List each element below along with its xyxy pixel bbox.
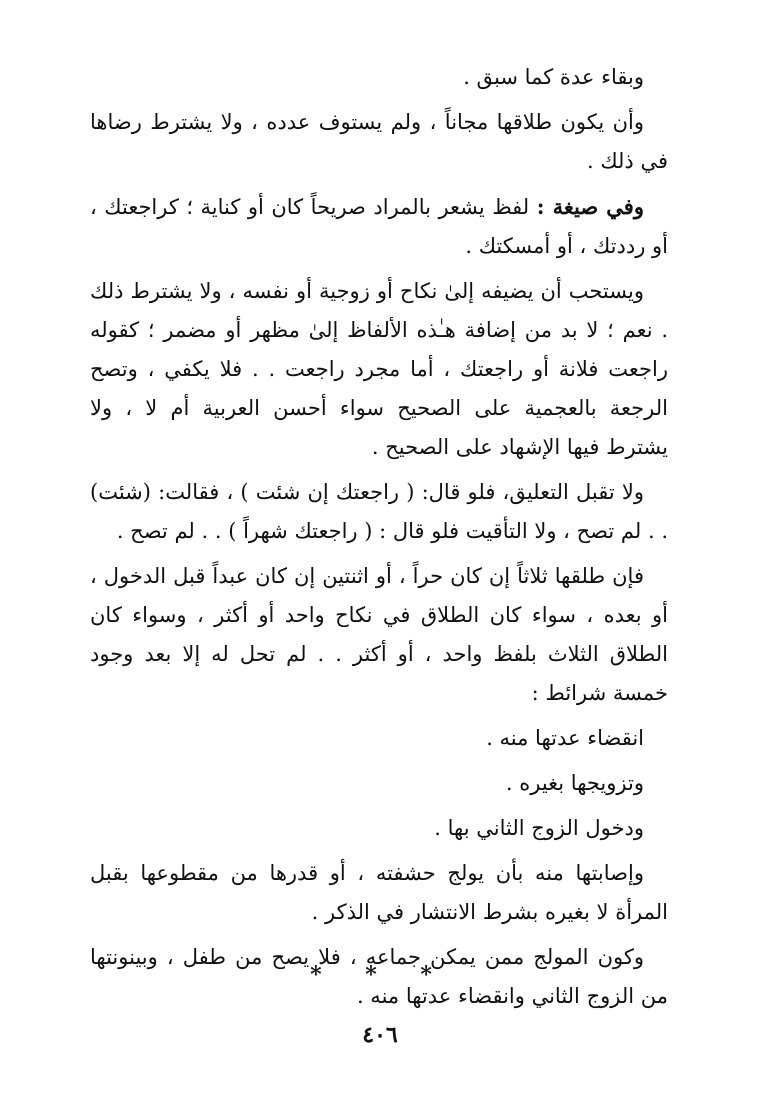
paragraph-5: ولا تقبل التعليق، فلو قال: ( راجعتك إن شئت ) ، فقالت: (شئت) . . لم تصح ، ولا التأقيت فلو قال : ( راجعتك شهراً ) . . لم تصح .: [90, 480, 668, 543]
page-number: ٤٠٦: [362, 1022, 398, 1048]
paragraph-3-text: لفظ يشعر بالمراد صريحاً كان أو كناية ؛ كراجعتك ، أو رددتك ، أو أمسكتك .: [90, 195, 668, 258]
condition-3: ودخول الزوج الثاني بها .: [434, 816, 644, 840]
section-separator: * * *: [310, 962, 450, 988]
paragraph-6: فإن طلقها ثلاثاً إن كان حراً ، أو اثنتين إن كان عبداً قبل الدخول ، أو بعده ، سواء كان الطلاق في نكاح واحد أو أكثر ، وسواء كان الطلاق الثلاث بلفظ واحد ، أو أكثر . . لم تحل له إلا بعد وجود خمسة شرائط :: [90, 564, 668, 705]
paragraph-3-lead: وفي صيغة :: [536, 194, 644, 219]
condition-2: وتزويجها بغيره .: [505, 771, 644, 795]
paragraph-1: وبقاء عدة كما سبق .: [463, 65, 644, 89]
paragraph-3: [90, 187, 668, 266]
paragraph-2: وأن يكون طلاقها مجاناً ، ولم يستوف عدده ، ولا يشترط رضاها في ذلك .: [90, 110, 668, 173]
paragraph-4: ويستحب أن يضيفه إلىٰ نكاح أو زوجية أو نفسه ، ولا يشترط ذلك . نعم ؛ لا بد من إضافة هـٰذه الألفاظ إلىٰ مظهر أو مضمر ؛ كقوله راجعت فلانة أو راجعتك ، أما مجرد راجعت . . فلا يكفي ، وتصح الرجعة بالعجمية على الصحيح سواء أحسن العربية أم لا ، ولا يشترط فيها الإشهاد على الصحيح .: [90, 279, 668, 459]
page-body: [90, 58, 668, 1022]
condition-1: انقضاء عدتها منه .: [486, 726, 644, 750]
condition-4: وإصابتها منه بأن يولج حشفته ، أو قدرها من مقطوعها بقبل المرأة لا بغيره بشرط الانتشار في الذكر .: [90, 861, 668, 924]
condition-5: وكون المولج ممن يمكن جماعه ، فلا يصح من طفل ، وبينونتها من الزوج الثاني وانقضاء عدتها منه .: [90, 945, 668, 1008]
